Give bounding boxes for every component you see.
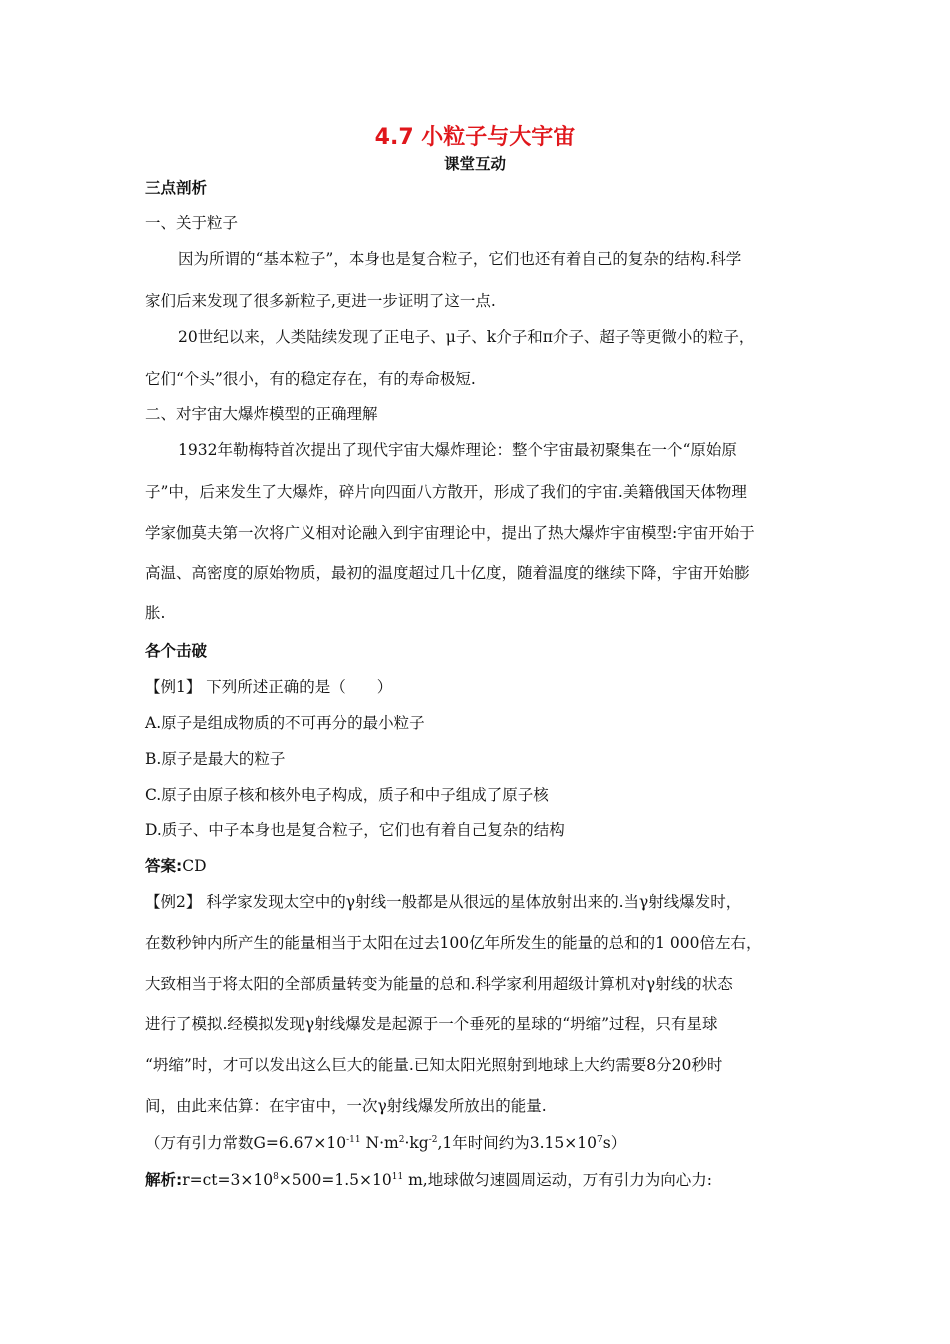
example2-line6: 间，由此来估算：在宇宙中，一次γ射线爆发所放出的能量. [145,1097,547,1115]
example2-constants: （万有引力常数$G=6.67\times 10^{-11}$ $N\cdot m^2\cdot kg^{-2},1$年时间约为$3.15\times 10^7s$） [145,1134,627,1152]
example1-option-c: C.原子由原子核和核外电子构成，质子和中子组成了原子核 [145,786,549,804]
example1-option-b: B.原子是最大的粒子 [145,750,286,768]
page-subtitle: 课堂互动 [443,155,506,173]
example1-option-d: D.质子、中子本身也是复合粒子，它们也有着自己复杂的结构 [145,821,565,839]
answer-label: 答案: [145,857,183,875]
part1-paragraph2-line2: 它们“个头”很小，有的稳定存在，有的寿命极短. [145,370,476,388]
section-breakthrough-heading: 各个击破 [145,642,208,660]
example1-label: 【例1】 [145,678,202,696]
part2-line4: 高温、高密度的原始物质，最初的温度超过几十亿度，随着温度的继续下降，宇宙开始膨 [145,564,750,582]
part1-heading: 一、关于粒子 [145,214,239,232]
part1-paragraph2-line1: 20世纪以来，人类陆续发现了正电子、μ子、k介子和π介子、超子等更微小的粒子， [178,328,755,346]
part2-heading: 二、对宇宙大爆炸模型的正确理解 [145,405,378,423]
part2-line1: 1932年勒梅特首次提出了现代宇宙大爆炸理论：整个宇宙最初聚集在一个“原始原 [178,441,737,459]
solution-line: 解析$:r=ct=3\times 10^8\times 500=1.5\times 10^{11}$ m,地球做匀速圆周运动，万有引力为向心力: [145,1171,712,1189]
part2-line5: 胀. [145,604,166,622]
example2-text-line1: 科学家发现太空中的γ射线一般都是从很远的星体放射出来的.当γ射线爆发时， [201,893,742,911]
part1-paragraph1-line1: 因为所谓的“基本粒子”，本身也是复合粒子，它们也还有着自己的复杂的结构.科学 [178,250,742,268]
example2-line4: 进行了模拟.经模拟发现γ射线爆发是起源于一个垂死的星球的“坍缩”过程，只有星球 [145,1015,718,1033]
part1-paragraph1-line2: 家们后来发现了很多新粒子,更进一步证明了这一点. [145,292,496,310]
example2-label: 【例2】 [145,893,202,911]
part2-line3: 学家伽莫夫第一次将广义相对论融入到宇宙理论中，提出了热大爆炸宇宙模型:宇宙开始于 [145,524,755,542]
example1-answer [145,856,207,876]
part2-line2: 子”中，后来发生了大爆炸，碎片向四面八方散开，形成了我们的宇宙.美籍俄国天体物理 [145,483,747,501]
answer-value: CD [182,857,207,875]
example1-option-a: A.原子是组成物质的不可再分的最小粒子 [145,714,425,732]
example2-line5: “坍缩”时，才可以发出这么巨大的能量.已知太阳光照射到地球上大约需要8分20秒时 [145,1056,723,1074]
example2-line1 [145,892,741,912]
example2-line2: 在数秒钟内所产生的能量相当于太阳在过去100亿年所发生的能量的总和的1 000倍左右， [145,934,762,952]
section-analysis-heading: 三点剖析 [145,179,208,197]
example1-question [145,677,392,697]
example1-question-text: 下列所述正确的是（ ） [201,678,393,696]
example2-line3: 大致相当于将太阳的全部质量转变为能量的总和.科学家利用超级计算机对γ射线的状态 [145,975,733,993]
page-title: 4.7 小粒子与大宇宙 [374,125,576,150]
solution-label: 解析: [145,1171,183,1189]
